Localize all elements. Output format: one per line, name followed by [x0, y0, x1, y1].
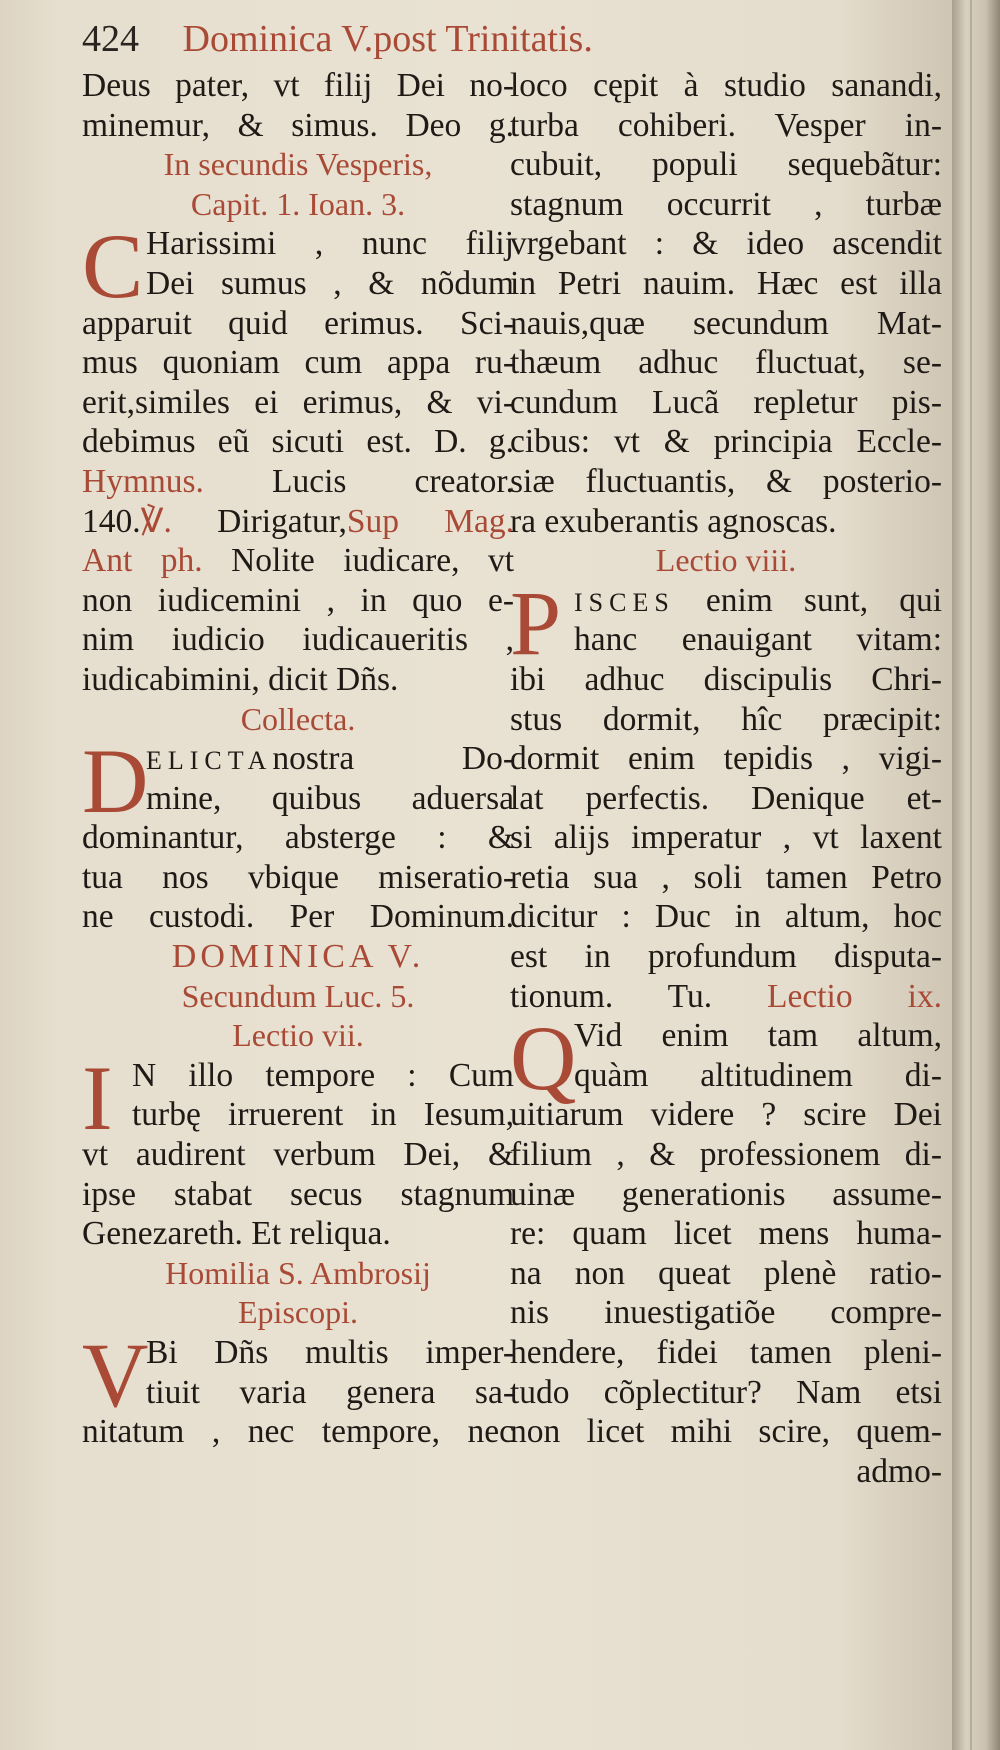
- text-line: est in profundum disputa-: [510, 938, 942, 976]
- hymn-text: Lucis creator.: [272, 462, 514, 500]
- drop-cap-v: V: [82, 1324, 149, 1426]
- gospel-rubric: Secundum Luc. 5.: [181, 977, 415, 1014]
- text-line: turba cohiberi. Vesper in-: [510, 106, 942, 144]
- antiphon-first: Nolite iudicare, vt: [231, 542, 514, 580]
- text-line: ipse stabat secus stagnum: [82, 1175, 514, 1213]
- text-line: Harissimi , nunc filij: [146, 225, 514, 263]
- capitulum-rubric: Capit. 1. Ioan. 3.: [190, 185, 406, 222]
- text-line: nis inuestigatiõe compre-: [510, 1294, 942, 1332]
- text-line: si alijs imperatur , vt laxent: [510, 819, 942, 857]
- text-line: re: quam licet mens huma-: [510, 1215, 942, 1253]
- versicle-sign: ℣.: [140, 502, 172, 540]
- lectio-viii-paragraph: [510, 571, 942, 1017]
- text-line: Genezareth. Et reliqua.: [82, 1215, 391, 1253]
- collect-rubric: Collecta.: [240, 700, 356, 737]
- text-line: mus quoniam cum appa ru-: [82, 344, 514, 382]
- text-line: retia sua , soli tamen Petro: [510, 858, 942, 896]
- lectio-viii-last-text: tionum. Tu.: [510, 977, 713, 1015]
- collect-paragraph: [82, 730, 514, 937]
- versicle-line: [82, 502, 514, 542]
- hymn-line: [82, 462, 514, 502]
- text-line: dormit enim tepidis , vigi-: [510, 740, 942, 778]
- text-line: ne custodi. Per Dominum.: [82, 898, 514, 936]
- text-line: tiuit varia genera sa-: [146, 1373, 514, 1411]
- drop-cap-q: Q: [510, 1007, 577, 1110]
- text-line: siæ fluctuantis, & posterio-: [510, 462, 942, 500]
- text-line: nauis,quæ secundum Mat-: [510, 304, 942, 342]
- lectio-ix-paragraph: [510, 1007, 942, 1452]
- text-line: hanc enauigant vitam:: [574, 621, 942, 659]
- text-line: hendere, fidei tamen pleni-: [510, 1334, 942, 1371]
- text-line: stus dormit, hîc præcipit:: [510, 700, 942, 738]
- text-line: minemur, & simus. Deo g.: [82, 106, 514, 144]
- text-line: ibi adhuc discipulis Chri-: [510, 660, 942, 698]
- text-line: ra exuberantis agnoscas.: [510, 502, 837, 540]
- adjacent-page-edge: [952, 0, 1000, 1750]
- text-line: na non queat plenè ratio-: [510, 1254, 942, 1292]
- text-line: loco cępit à studio sanandi,: [510, 67, 942, 104]
- text-line: cubuit, populi sequebãtur:: [510, 146, 942, 184]
- gospel-paragraph: [82, 1046, 514, 1254]
- text-line: dominantur, absterge : &: [82, 819, 514, 857]
- versicle-text: Dirigatur,: [217, 502, 347, 540]
- drop-cap-c: C: [82, 215, 144, 318]
- text-line: apparuit quid erimus. Sci-: [82, 304, 514, 342]
- vespers-rubric: In secundis Vesperis,: [163, 146, 433, 183]
- text-line: iudicabimini, dicit Dñs.: [82, 660, 399, 698]
- magnificat-label: Sup Mag.: [346, 502, 514, 540]
- text-line: N illo tempore : Cum: [132, 1056, 514, 1094]
- right-column: [510, 66, 942, 1491]
- lectio-vii-rubric: Lectio vii.: [232, 1017, 364, 1054]
- text-line: cundum Lucã repletur pis-: [510, 383, 942, 421]
- text-line: nitatum , nec tempore, nec: [82, 1413, 514, 1451]
- text-line: erit,similes ei erimus, & vi-: [82, 383, 514, 421]
- text-line: non iudicemini , in quo e-: [82, 581, 514, 619]
- text-line: lat perfectis. Denique et-: [510, 779, 942, 817]
- dominica-heading: DOMINICA V.: [171, 938, 425, 976]
- lectio-viii-initial-caps: ISCES: [574, 587, 675, 617]
- collect-initial-caps: ELICTA: [146, 746, 273, 776]
- text-line: thæum adhuc fluctuat, se-: [510, 344, 942, 382]
- capitulum-paragraph: [82, 215, 514, 462]
- text-line: vt audirent verbum Dei, &: [82, 1136, 514, 1174]
- text-line: in Petri nauim. Hæc est illa: [510, 264, 942, 302]
- text-line: non licet mihi scire, quem-: [510, 1413, 942, 1451]
- homily-paragraph: [82, 1324, 514, 1452]
- text-line: Bi Dñs multis imper-: [146, 1334, 514, 1371]
- text-line: cibus: vt & principia Eccle-: [510, 423, 942, 461]
- homily-rubric-episcopi: Episcopi.: [238, 1294, 358, 1331]
- text-line: quàm altitudinem di-: [574, 1056, 942, 1094]
- text-line: uinæ generationis assume-: [510, 1175, 942, 1213]
- text-line: turbę irruerent in Iesum,: [132, 1096, 514, 1134]
- lectio-viii-first-line: [510, 581, 942, 621]
- drop-cap-p: P: [510, 571, 562, 674]
- hymn-label: Hymnus.: [82, 462, 204, 500]
- catchword: admo-: [856, 1452, 942, 1490]
- drop-cap-d: D: [82, 730, 149, 833]
- antiphon-line: [82, 541, 514, 581]
- running-head: [82, 16, 942, 62]
- drop-cap-i: I: [82, 1046, 113, 1149]
- versicle-number: 140.: [82, 502, 141, 540]
- text-line: tudo cõplectitur? Nam etsi: [510, 1373, 942, 1411]
- left-column: [82, 66, 514, 1452]
- text-line: Vid enim tam altum,: [574, 1017, 942, 1055]
- text-line: Dei sumus , & nõdum: [146, 264, 514, 302]
- homily-rubric: Homilia S. Ambrosij: [165, 1254, 431, 1291]
- antiphon-label: Ant ph.: [82, 542, 203, 580]
- text-line: mine, quibus aduersa: [146, 779, 514, 817]
- lectio-viii-rubric: Lectio viii.: [655, 542, 797, 579]
- text-line: dicitur : Duc in altum, hoc: [510, 898, 942, 936]
- text-line: vrgebant : & ideo ascendit: [510, 225, 942, 263]
- text-line: debimus eũ sicuti est. D. g.: [82, 423, 514, 461]
- lectio-ix-rubric: Lectio ix.: [767, 977, 942, 1015]
- running-title: Dominica V.post Trinitatis.: [182, 18, 593, 60]
- page-number: 424: [82, 18, 139, 60]
- text-line: uitiarum videre ? scire Dei: [510, 1096, 942, 1134]
- text-line: Deus pater, vt filij Dei no-: [82, 67, 514, 104]
- text-line: nim iudicio iudicaueritis ,: [82, 621, 514, 659]
- collect-first-rest: nostra Do-: [272, 740, 514, 778]
- text-line: stagnum occurrit , turbæ: [510, 185, 942, 223]
- text-line: tua nos vbique miseratio-: [82, 858, 514, 896]
- text-line: filium , & professionem di-: [510, 1136, 942, 1174]
- lectio-viii-first-rest: enim sunt, qui: [705, 581, 942, 619]
